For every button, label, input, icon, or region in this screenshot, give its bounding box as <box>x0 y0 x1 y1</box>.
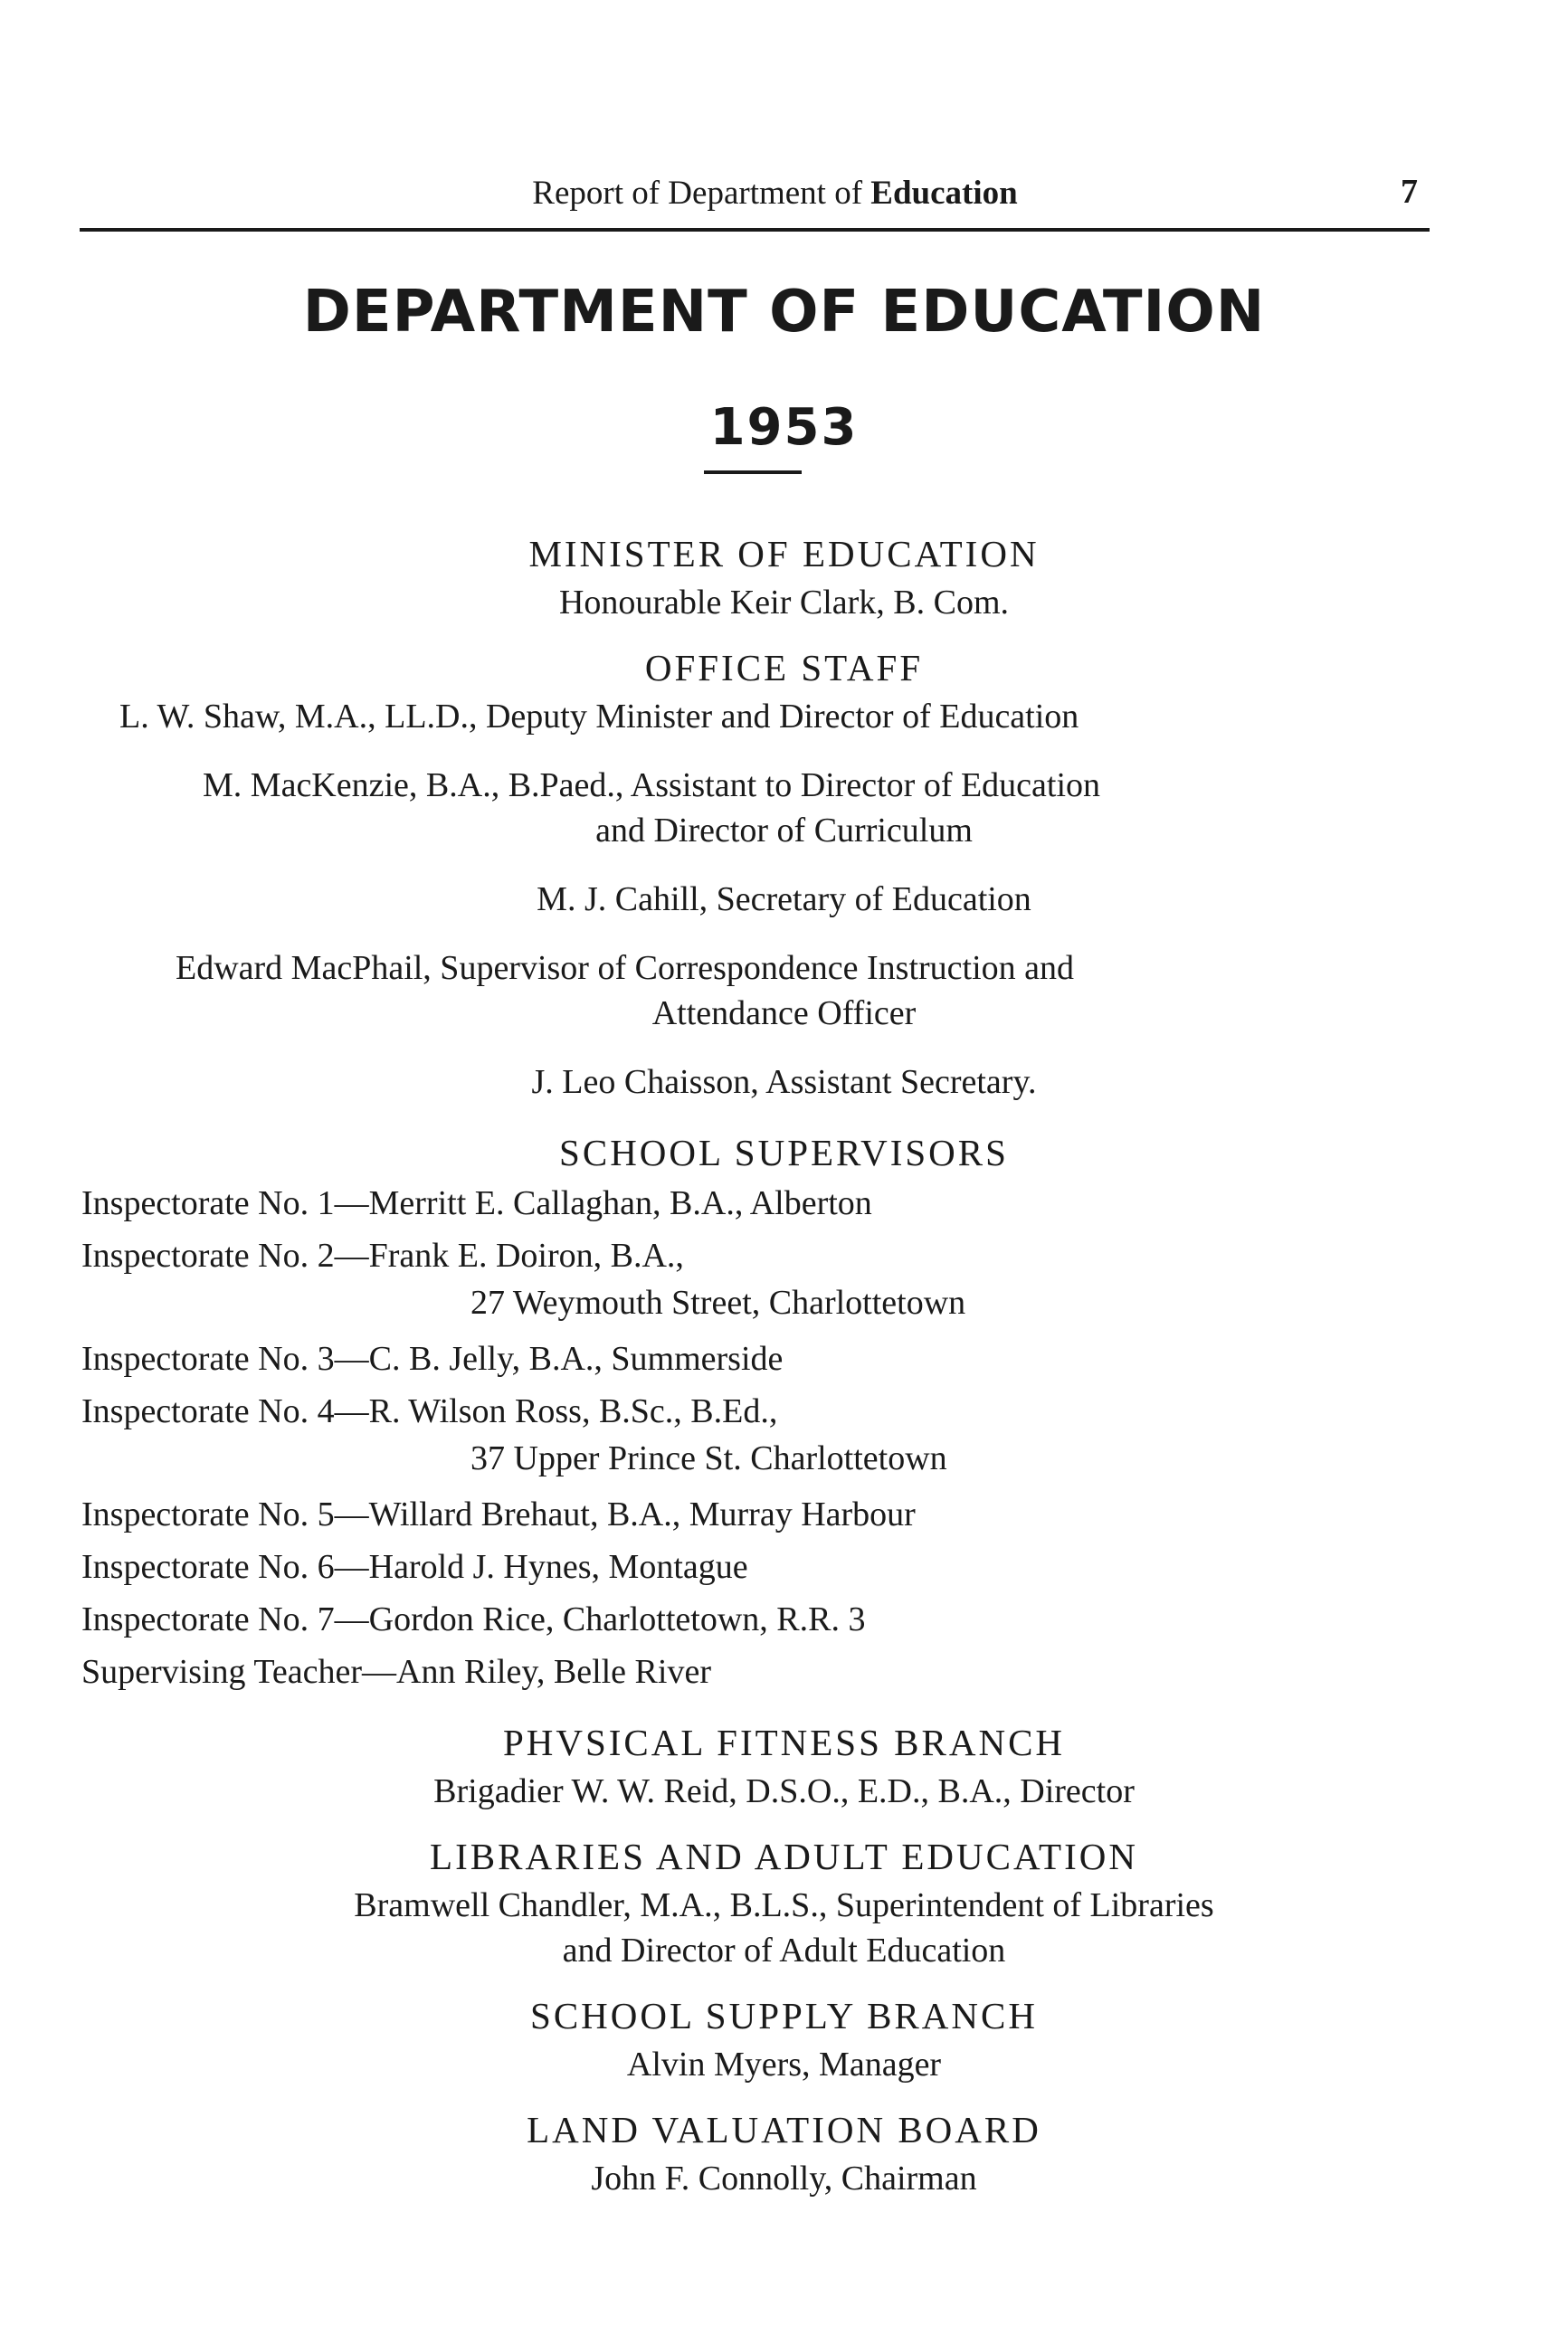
inspectorate-1 <box>81 1183 872 1223</box>
land-valuation-heading: LAND VALUATION BOARD <box>527 2109 1041 2150</box>
staff-entry-correspondence-cont: Attendance Officer <box>651 994 917 1032</box>
inspectorate-label: Inspectorate No. 1— <box>81 1184 369 1222</box>
inspectorate-2 <box>81 1236 684 1276</box>
inspectorate-3 <box>81 1339 783 1379</box>
staff-entry-deputy-minister: L. W. Shaw, M.A., LL.D., Deputy Minister and Director of Education <box>119 698 1079 736</box>
inspectorate-label: Inspectorate No. 7— <box>81 1600 369 1638</box>
header-rule <box>80 228 1430 232</box>
inspectorate-supervisor: Gordon Rice, Charlottetown, R.R. 3 <box>368 1600 866 1638</box>
inspectorate-4 <box>81 1391 777 1431</box>
inspectorate-label: Inspectorate No. 3— <box>81 1340 369 1378</box>
inspectorate-label: Inspectorate No. 4— <box>81 1392 369 1430</box>
libraries-superintendent: Bramwell Chandler, M.A., B.L.S., Superintendent of Libraries <box>354 1886 1214 1924</box>
page-number: 7 <box>1401 173 1418 211</box>
running-title-bold: Education <box>870 175 1018 212</box>
running-title-prefix: Report of Department of <box>532 175 863 212</box>
staff-entry-assistant-director: M. MacKenzie, B.A., B.Paed., Assistant to Director of Education <box>203 766 1101 804</box>
inspectorate-supervisor: R. Wilson Ross, B.Sc., B.Ed., <box>368 1392 778 1430</box>
page-title: DEPARTMENT OF EDUCATION <box>302 279 1266 346</box>
inspectorate-2-address: 27 Weymouth Street, Charlottetown <box>470 1284 966 1322</box>
land-valuation-chairman: John F. Connolly, Chairman <box>591 2160 977 2198</box>
staff-entry-assistant-secretary: J. Leo Chaisson, Assistant Secretary. <box>531 1063 1037 1101</box>
inspectorate-5 <box>81 1495 916 1534</box>
inspectorate-supervisor: C. B. Jelly, B.A., Summerside <box>368 1340 784 1378</box>
inspectorate-7 <box>81 1600 865 1639</box>
staff-entry-secretary: M. J. Cahill, Secretary of Education <box>537 880 1031 918</box>
inspectorate-supervisor: Frank E. Doiron, B.A., <box>368 1237 684 1275</box>
running-header <box>0 174 1568 213</box>
inspectorate-supervisor: Merritt E. Callaghan, B.A., Alberton <box>368 1184 872 1222</box>
school-supply-manager: Alvin Myers, Manager <box>626 2046 942 2084</box>
school-supply-heading: SCHOOL SUPPLY BRANCH <box>530 1995 1038 2036</box>
libraries-superintendent-cont: and Director of Adult Education <box>562 1932 1006 1970</box>
year-underline <box>704 470 802 474</box>
libraries-heading: LIBRARIES AND ADULT EDUCATION <box>430 1836 1138 1877</box>
school-supervisors-heading: SCHOOL SUPERVISORS <box>559 1132 1009 1173</box>
inspectorate-4-address: 37 Upper Prince St. Charlottetown <box>470 1439 947 1477</box>
inspectorate-label: Inspectorate No. 6— <box>81 1548 369 1586</box>
minister-name: Honourable Keir Clark, B. Com. <box>558 584 1010 622</box>
report-year: 1953 <box>709 398 859 457</box>
supervising-teacher: Supervising Teacher—Ann Riley, Belle River <box>81 1653 711 1691</box>
physical-fitness-director: Brigadier W. W. Reid, D.S.O., E.D., B.A., Director <box>433 1772 1135 1810</box>
inspectorate-label: Inspectorate No. 2— <box>81 1237 369 1275</box>
staff-entry-correspondence: Edward MacPhail, Supervisor of Correspondence Instruction and <box>176 949 1075 987</box>
inspectorate-6 <box>81 1547 748 1587</box>
inspectorate-supervisor: Willard Brehaut, B.A., Murray Harbour <box>368 1495 916 1533</box>
physical-fitness-heading: PHVSICAL FITNESS BRANCH <box>502 1722 1066 1763</box>
office-staff-heading: OFFICE STAFF <box>644 647 924 688</box>
inspectorate-label: Inspectorate No. 5— <box>81 1495 369 1533</box>
staff-entry-assistant-director-cont: and Director of Curriculum <box>595 812 973 850</box>
inspectorate-supervisor: Harold J. Hynes, Montague <box>368 1548 748 1586</box>
minister-heading: MINISTER OF EDUCATION <box>528 533 1040 574</box>
